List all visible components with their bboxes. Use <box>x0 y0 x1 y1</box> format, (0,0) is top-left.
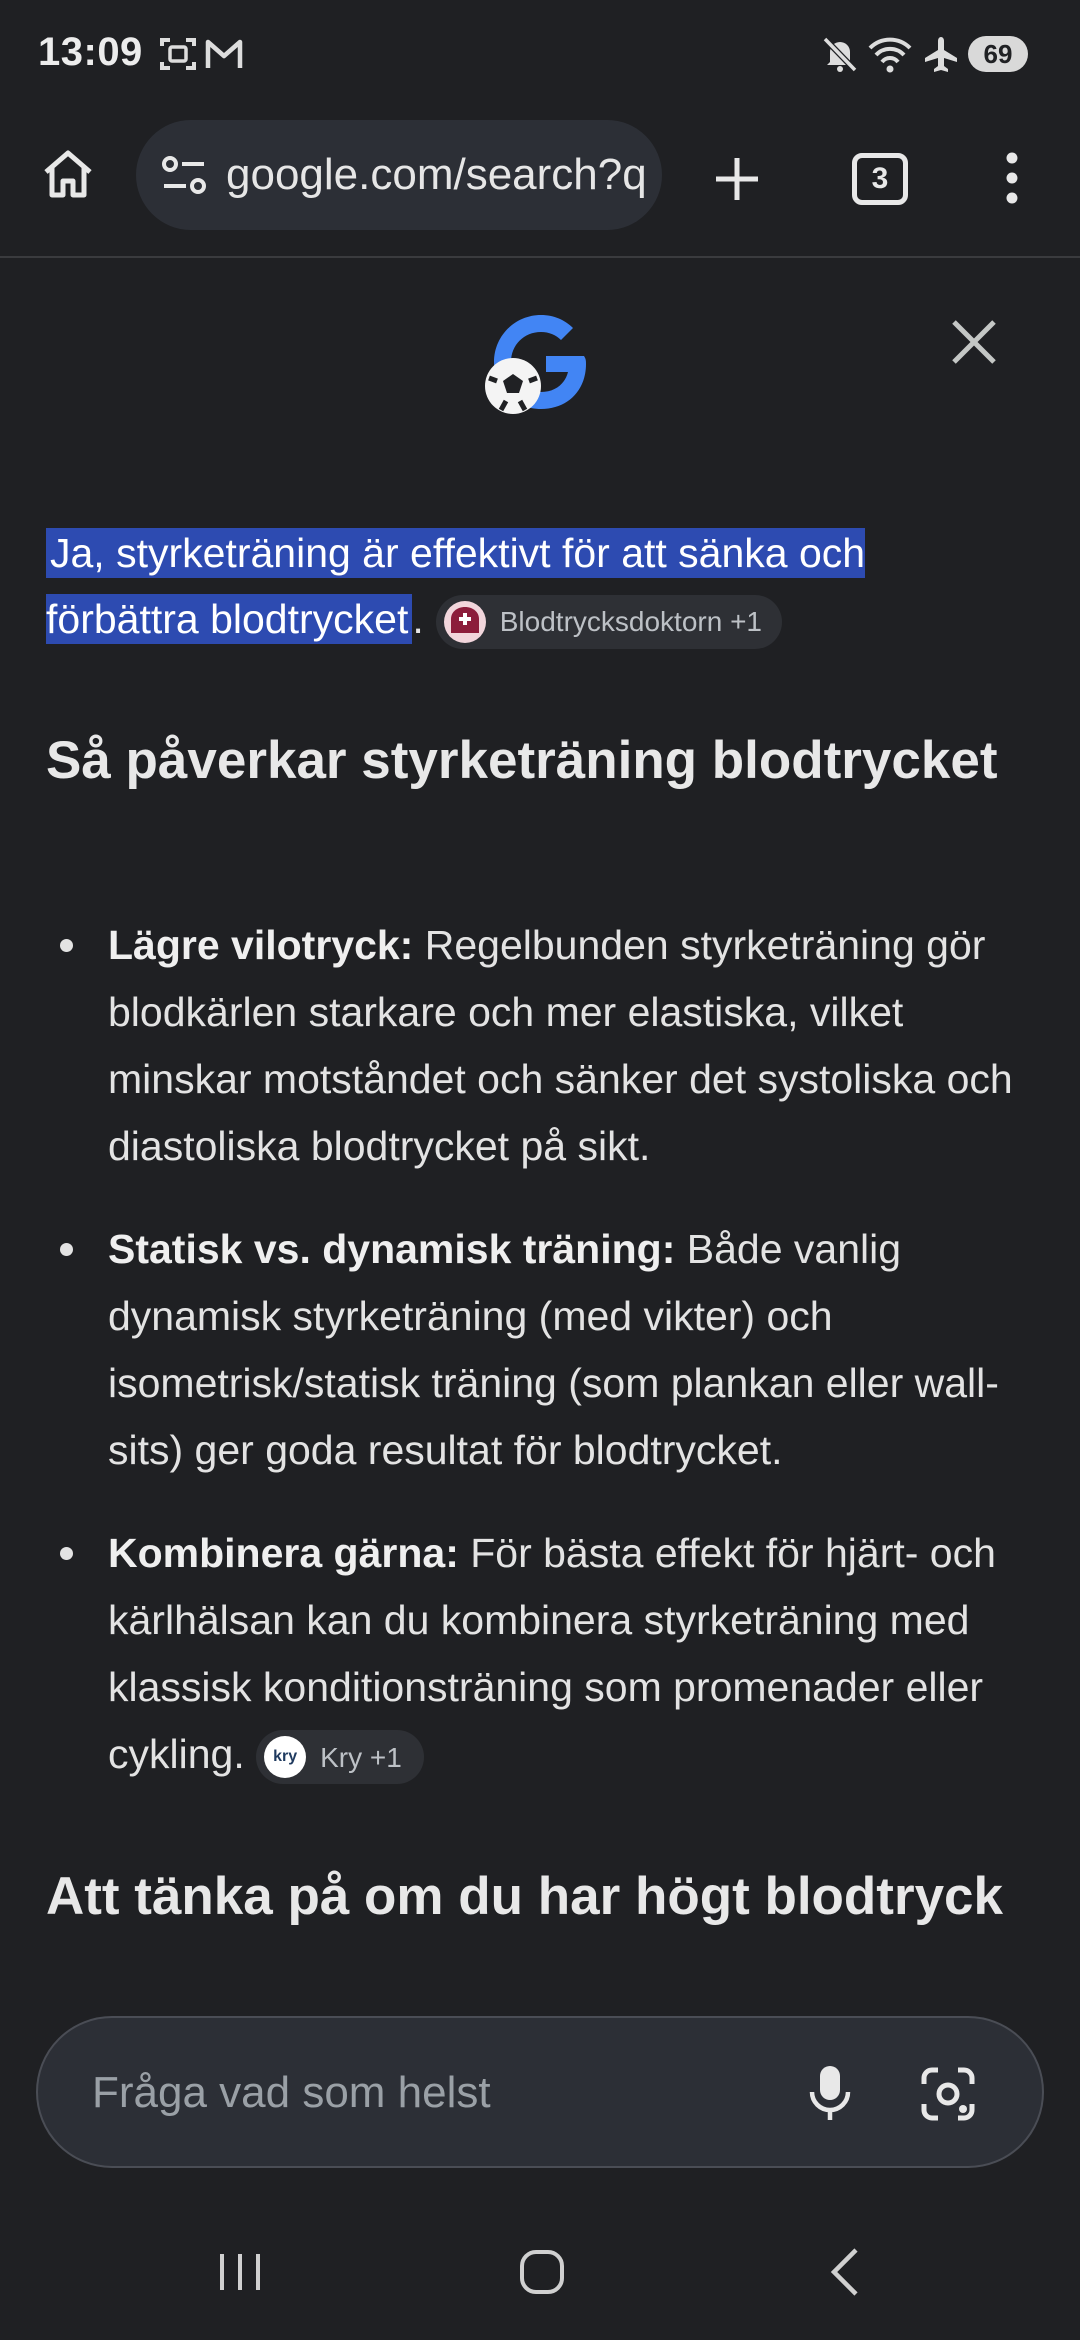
browser-toolbar <box>0 108 1080 258</box>
screenshot-icon <box>158 34 198 74</box>
effects-list <box>46 912 1036 1824</box>
mute-icon <box>820 34 860 74</box>
answer-period: . <box>412 596 424 642</box>
ask-input-bar[interactable] <box>36 2016 1044 2168</box>
kry-logo-icon: kry <box>264 1736 306 1778</box>
section-heading-high-bp: Att tänka på om du har högt blodtryck <box>46 1867 1004 1926</box>
microphone-icon[interactable] <box>808 2064 852 2124</box>
list-item-text: Både vanlig dynamisk styrketräning (med vikter) och isometrisk/statisk träning (som plankan eller wall-sits) ger goda resultat för blodtrycket. <box>108 1226 999 1473</box>
more-icon[interactable] <box>1000 148 1024 208</box>
back-icon[interactable] <box>826 2246 862 2298</box>
home-nav-icon[interactable] <box>518 2248 566 2296</box>
source-chip-label: Blodtrycksdoktorn +1 <box>499 606 762 638</box>
site-settings-icon[interactable] <box>160 152 208 198</box>
close-icon[interactable] <box>950 318 998 366</box>
wifi-icon <box>866 34 914 74</box>
airplane-icon <box>922 34 960 74</box>
google-doodle-logo[interactable] <box>480 306 600 416</box>
new-tab-icon[interactable] <box>712 154 762 204</box>
section-heading-effects: Så påverkar styrketräning blodtrycket <box>46 731 998 790</box>
url-text[interactable]: google.com/search?q <box>226 150 647 199</box>
status-bar <box>0 0 1080 108</box>
list-item-title: Statisk vs. dynamisk träning: <box>108 1226 676 1272</box>
kry-source-chip[interactable] <box>256 1730 424 1784</box>
kry-chip-label: Kry +1 <box>320 1741 402 1773</box>
clock: 13:09 <box>38 30 143 74</box>
gmail-icon <box>204 34 244 74</box>
list-item <box>46 912 1036 1180</box>
google-lens-icon[interactable] <box>918 2064 978 2124</box>
home-icon[interactable] <box>40 146 96 202</box>
list-item <box>46 1216 1036 1484</box>
recent-apps-icon[interactable] <box>216 2250 264 2294</box>
source-chip[interactable] <box>436 595 782 649</box>
tabs-icon[interactable]: 3 <box>852 153 908 205</box>
battery-icon: 69 <box>968 36 1028 72</box>
blodtrycksdoktorn-icon <box>444 601 486 643</box>
answer-highlight: Ja, styrketräning är effektivt för att sänka och förbättra blodtrycket <box>46 530 866 642</box>
ask-input-placeholder[interactable]: Fråga vad som helst <box>92 2068 491 2117</box>
address-bar[interactable] <box>136 120 662 230</box>
ai-answer <box>46 520 1026 652</box>
system-nav-bar <box>0 2200 1080 2340</box>
list-item <box>46 1520 1036 1788</box>
list-item-title: Kombinera gärna: <box>108 1530 459 1576</box>
list-item-text: För bästa effekt för hjärt- och kärlhälsan kan du kombinera styrketräning med klassisk konditionsträning som promenader eller cykling. <box>108 1530 996 1777</box>
search-result-panel <box>0 258 1080 2038</box>
list-item-text: Regelbunden styrketräning gör blodkärlen starkare och mer elastiska, vilket minskar motståndet och sänker det systoliska och diastoliska blodtrycket på sikt. <box>108 922 1013 1169</box>
list-item-title: Lägre vilotryck: <box>108 922 414 968</box>
